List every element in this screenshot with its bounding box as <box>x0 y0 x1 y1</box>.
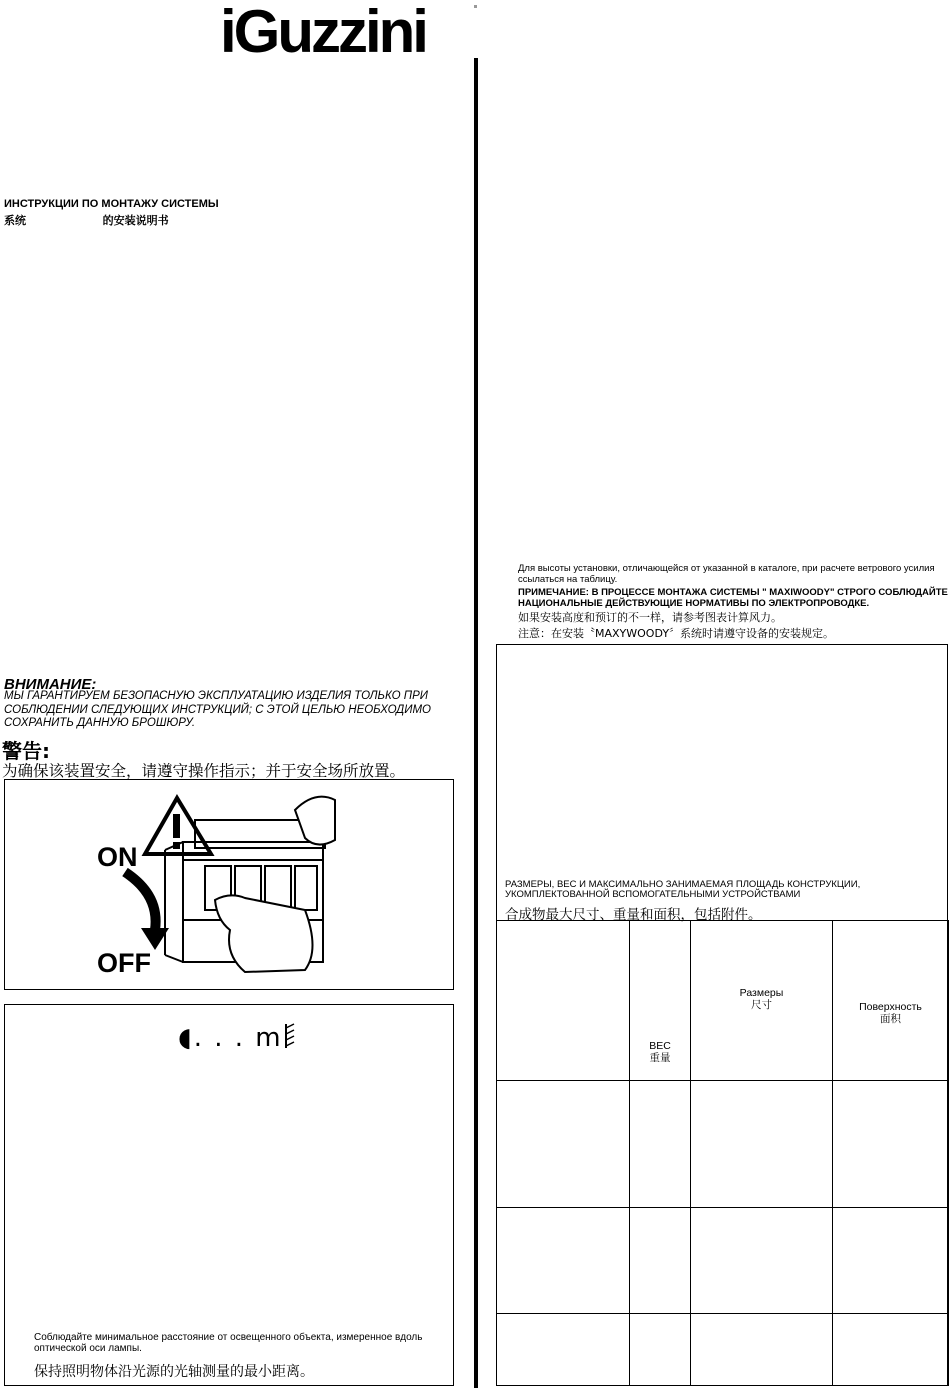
table-cell <box>691 1081 833 1207</box>
weight-header-ru: ВЕС <box>649 1040 671 1053</box>
table-cell <box>630 1081 691 1207</box>
height-note-ru <box>518 563 950 585</box>
table-header-row <box>497 921 949 1081</box>
distance-text-ru: Соблюдайте минимальное расстояние от освещенного объекта, измеренное вдоль оптической оси лампы. <box>34 1332 423 1354</box>
table-cell <box>691 1313 833 1385</box>
distance-text-zh: 保持照明物体沿光源的光轴测量的最小距离。 <box>34 1364 314 1380</box>
size-header-zh: 尺寸 <box>751 999 772 1011</box>
size-header <box>691 921 833 1081</box>
table-cell <box>497 1081 630 1207</box>
minimum-distance-panel <box>4 1004 454 1386</box>
maxiwoody-note-zh: 注意：在安装〝MAXYWOODY〞系统时请遵守设备的安装规定。 <box>518 627 835 640</box>
table-cell <box>497 1207 630 1313</box>
title-russian: ИНСТРУКЦИИ ПО МОНТАЖУ СИСТЕМЫ <box>4 198 219 210</box>
warning-text-zh: 为确保该装置安全，请遵守操作指示；并于安全场所放置。 <box>2 762 406 780</box>
table-row <box>497 1313 949 1385</box>
distance-symbol <box>178 1022 297 1053</box>
area-header-zh: 面积 <box>880 1013 901 1025</box>
warning-text-ru: МЫ ГАРАНТИРУЕМ БЕЗОПАСНУЮ ЭКСПЛУАТАЦИЮ ИЗДЕЛИЯ ТОЛЬКО ПРИ СОБЛЮДЕНИИ СЛЕДУЮЩИХ ИНСТРУКЦИЙ; С ЭТОЙ ЦЕЛЬЮ НЕОБХОДИМО СОХРАНИТЬ ДАННУЮ БРОШЮРУ. <box>4 690 431 729</box>
size-header-ru: Размеры <box>739 987 784 999</box>
dimensions-table <box>496 920 949 1386</box>
height-note-zh: 如果安装高度和预订的不一样，请参考图表计算风力。 <box>518 611 782 624</box>
weight-header-zh: 重量 <box>649 1052 671 1065</box>
weight-header <box>630 921 691 1081</box>
table-row <box>497 1081 949 1207</box>
warning-heading-zh: 警告: <box>2 739 50 763</box>
arrow-down-icon <box>125 872 169 950</box>
brand-logo <box>220 0 460 62</box>
area-header-ru: Поверхность <box>859 1001 922 1013</box>
dimensions-heading-ru: РАЗМЕРЫ, ВЕС И МАКСИМАЛЬНО ЗАНИМАЕМАЯ ПЛОЩАДЬ КОНСТРУКЦИИ, УКОМПЛЕКТОВАННОЙ ВСПОМОГАТЕЛЬНЫМИ УСТРОЙСТВАМИ <box>505 879 861 900</box>
column-divider <box>474 58 478 1388</box>
switch-off-illustration <box>5 780 453 989</box>
on-label: ON <box>97 842 138 872</box>
switch-off-figure <box>4 779 454 990</box>
table-row <box>497 1207 949 1313</box>
table-cell <box>833 1081 949 1207</box>
title-chinese: 系统 的安装说明书 <box>4 214 169 227</box>
corner-mark <box>474 5 477 8</box>
warning-triangle-icon <box>145 798 211 854</box>
table-cell <box>497 921 630 1081</box>
maxiwoody-note-ru <box>518 587 950 609</box>
table-cell <box>833 1207 949 1313</box>
table-cell <box>691 1207 833 1313</box>
iguzzini-logo <box>220 0 460 62</box>
height-note-ru-text: Для высоты установки, отличающейся от указанной в каталоге, при расчете ветрового усилия ссылаться на таблицу. <box>518 563 935 585</box>
maxiwoody-note-ru-text: ПРИМЕЧАНИЕ: В ПРОЦЕССЕ МОНТАЖА СИСТЕМЫ " MAXIWOODY" СТРОГО СОБЛЮДАЙТЕ НАЦИОНАЛЬНЫЕ ДЕЙСТВУЮЩИЕ НОРМАТИВЫ ПО ЭЛЕКТРОПРОВОДКЕ. <box>518 587 948 609</box>
off-label: OFF <box>97 948 151 978</box>
table-cell <box>497 1313 630 1385</box>
area-header <box>833 921 949 1081</box>
warning-heading-ru: ВНИМАНИЕ: <box>4 676 97 693</box>
table-cell <box>833 1313 949 1385</box>
table-cell <box>630 1207 691 1313</box>
dimensions-heading-zh: 合成物最大尺寸、重量和面积，包括附件。 <box>505 907 762 923</box>
distance-symbol-text: ◖. . . m <box>178 1023 283 1053</box>
logo-text: iGuzzini <box>220 0 426 62</box>
table-cell <box>630 1313 691 1385</box>
lit-object-icon <box>283 1022 297 1050</box>
